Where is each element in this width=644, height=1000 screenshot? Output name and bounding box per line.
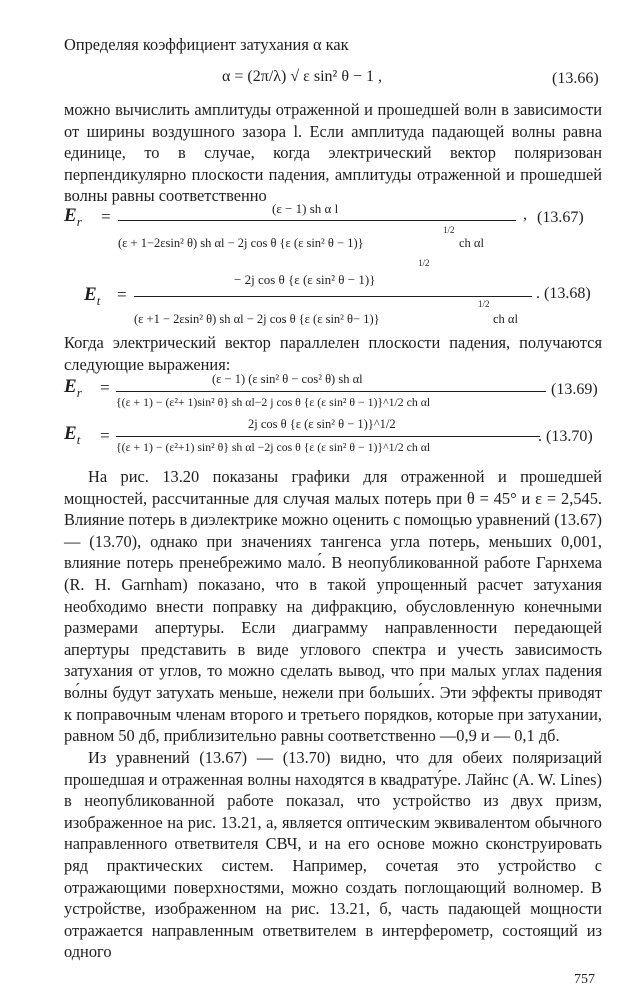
equation-13-68-lhs-sub: t [96,292,101,308]
paragraph-quadrature [64,747,602,963]
equation-13-67-fraction-bar [118,220,516,221]
equation-13-67-lhs-symbol: E [64,205,77,226]
equation-13-69-lhs [64,376,82,401]
equation-13-69-numerator: (ε − 1) (ε sin² θ − cos² θ) sh αl [212,372,363,386]
paragraph-parallel-text: Когда электрический вектор параллелен плоскости падения, получаются следующие выражения: [64,333,602,374]
equation-13-70-equals: = [100,426,110,445]
page-number: 757 [574,972,595,987]
equation-13-67-equals: = [101,207,111,226]
equation-13-70-lhs [64,423,80,448]
equation-13-67-lhs [64,205,82,230]
equation-13-68-equals: = [117,285,127,304]
equation-13-68-lhs [84,284,100,309]
equation-13-70-lhs-sub: t [76,431,81,447]
equation-13-67-numerator: (ε − 1) sh α l [272,201,339,216]
paragraph-amplitudes [64,99,602,207]
equation-13-68-num-exponent: 1/2 [418,258,430,268]
equation-13-67-exponent: 1/2 [443,225,455,235]
equation-13-70-fraction-bar [116,436,540,437]
equation-13-66 [222,68,382,86]
equation-13-69-equals: = [100,378,110,397]
equation-13-67-number: (13.67) [537,209,584,226]
equation-13-68-numerator: − 2j cos θ {ε (ε sin² θ − 1)} [234,272,376,287]
equation-13-69-fraction-bar [116,391,546,392]
equation-13-69-lhs-symbol: E [64,376,77,397]
equation-13-68-exponent: 1/2 [478,299,490,309]
equation-13-68-number: . (13.68) [536,285,591,302]
paragraph-intro-text: Определяя коэффициент затухания α как [64,35,349,54]
paragraph-graphs [64,466,602,747]
paragraph-intro [64,34,602,56]
equation-13-70-number: . (13.70) [538,428,593,445]
equation-13-66-formula: α = (2π/λ) √ ε sin² θ − 1 , [222,68,382,85]
paragraph-graphs-text: На рис. 13.20 показаны графики для отраженной и прошедшей мощностей, рассчитанные для случая малых потерь при θ = 45° и ε = 2,545. Влияние потерь в диэлектрике можно оценить с помощью уравнений (13.67) — (13.70), однако при значениях тангенса угла потерь, меньших 0,001, влияние потерь пренебрежимо мало́. В неопубликованной работе Гарнхема (R. H. Garnham) показано, что в такой упрощенный расчет затухания необходимо внести поправку на дифракцию, обусловленную конечными размерами апертуры. Если диаграмму направленности передающей апертуры представить в виде углового спектра и учесть зависимость затухания от углов, то можно сделать вывод, что при малых углах падения во́лны будут затухать меньше, нежели при больши́х. Эти эффекты приводят к поправочным членам второго и третьего порядков, которые при затухании, равном 50 дб, приблизительно равны соответственно —0,9 и — 0,1 дб. [64,467,602,746]
paragraph-amplitudes-text: можно вычислить амплитуды отраженной и прошедшей волн в зависимости от ширины воздушного зазора l. Если амплитуда падающей волны равна единице, то в случае, когда электрический вектор поляризован перпендикулярно плоскости падения, амплитуды отраженной и прошедшей волны равны соответственно [64,100,602,206]
equation-13-67-comma: , [523,206,527,223]
equation-13-67-den-tail: ch αl [459,236,484,250]
paragraph-quadrature-text: Из уравнений (13.67) — (13.70) видно, что для обеих поляризаций прошедшая и отраженная волны находятся в квадрату́ре. Лайнс (A. W. Lines) в неопубликованной работе показал, что устройство из двух призм, изображенное на рис. 13.21, а, является оптическим эквивалентом обычного направленного ответвителя СВЧ, и на его основе можно сконструировать ряд практических систем. Например, сочетая это устройство с отражающими поверхностями, можно создать поглощающий волномер. В устройстве, изображенном на рис. 13.21, б, часть падающей мощности отражается направленным ответвителем в интерферометр, состоящий из одного [64,748,602,962]
equation-13-67-lhs-sub: r [76,213,82,229]
equation-13-68-fraction-bar [134,296,532,297]
paragraph-parallel [64,332,602,375]
equation-13-70-numerator: 2j cos θ {ε (ε sin² θ − 1)}^1/2 [248,417,396,431]
equation-13-69-lhs-sub: r [76,384,82,400]
equation-13-68-denominator: (ε +1 − 2εsin² θ) sh αl − 2j cos θ {ε (ε sin² θ− 1)} [134,312,380,326]
equation-13-70-denominator: {(ε + 1) − (ε²+1) sin² θ} sh αl −2j cos θ {ε (ε sin² θ − 1)}^1/2 ch αl [116,440,431,454]
equation-13-68-lhs-symbol: E [84,284,97,305]
equation-13-66-number: (13.66) [552,70,599,87]
equation-13-68-den-tail: ch αl [493,312,518,326]
equation-13-69-number: (13.69) [551,381,598,398]
equation-13-67-denominator: (ε + 1−2εsin² θ) sh αl − 2j cos θ {ε (ε sin² θ − 1)} [118,236,364,250]
equation-13-70-lhs-symbol: E [64,423,77,444]
equation-13-69-denominator: {(ε + 1) − (ε²+ 1)sin² θ} sh αl−2 j cos θ {ε (ε sin² θ − 1)}^1/2 ch αl [116,395,431,409]
